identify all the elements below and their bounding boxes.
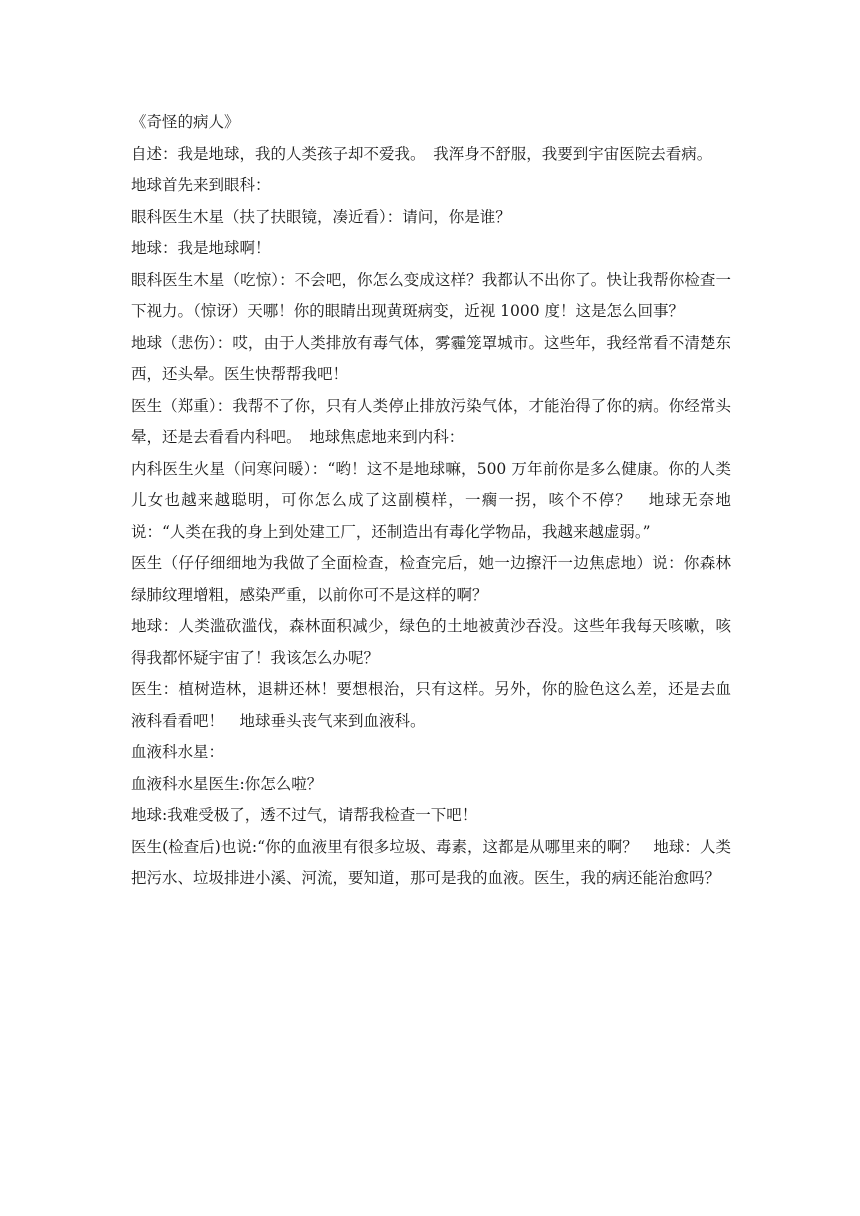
- document-body: [131, 107, 731, 895]
- paragraph: 医生(检查后)也说:“你的血液里有很多垃圾、毒素，这都是从哪里来的啊？ 地球：人类把污水、垃圾排进小溪、河流，要知道，那可是我的血液。医生，我的病还能治愈吗？: [131, 837, 731, 887]
- paragraph: 医生（仔仔细细地为我做了全面检查，检查完后，她一边擦汗一边焦虑地）说：你森林绿肺纹理增粗，感染严重，以前你可不是这样的啊？: [131, 554, 731, 604]
- paragraph: 地球:我难受极了，透不过气，请帮我检查一下吧！: [131, 806, 478, 824]
- paragraph: 地球（悲伤）：哎，由于人类排放有毒气体，雾霾笼罩城市。这些年，我经常看不清楚东西，还头晕。医生快帮帮我吧！: [131, 333, 731, 383]
- paragraph: 自述：我是地球，我的人类孩子却不爱我。 我浑身不舒服，我要到宇宙医院去看病。: [131, 144, 713, 163]
- paragraph: 地球：我是地球啊！: [131, 239, 271, 257]
- paragraph: 血液科水星：: [131, 743, 225, 761]
- paragraph: 地球：人类滥砍滥伐，森林面积减少，绿色的土地被黄沙吞没。这些年我每天咳嗽，咳得我都怀疑宇宙了！我该怎么办呢？: [131, 617, 731, 667]
- paragraph: 内科医生火星（问寒问暖）：“哟！这不是地球嘛，500 万年前你是多么健康。你的人类儿女也越来越聪明，可你怎么成了这副模样，一瘸一拐，咳个不停？ 地球无奈地说：“人类在我的身上到处建工厂，还制造出有毒化学物品，我越来越虚弱。”: [131, 459, 731, 541]
- paragraph: 医生（郑重）：我帮不了你，只有人类停止排放污染气体，才能治得了你的病。你经常头晕，还是去看看内科吧。 地球焦虑地来到内科：: [131, 396, 731, 446]
- paragraph: 眼科医生木星（吃惊）：不会吧，你怎么变成这样？我都认不出你了。快让我帮你检查一下视力。（惊讶）天哪！你的眼睛出现黄斑病变，近视 1000 度！这是怎么回事？: [131, 270, 731, 320]
- paragraph: 医生：植树造林，退耕还林！要想根治，只有这样。另外，你的脸色这么差，还是去血液科看看吧！ 地球垂头丧气来到血液科。: [131, 680, 731, 730]
- paragraph: 血液科水星医生:你怎么啦？: [131, 774, 323, 793]
- paragraph: 地球首先来到眼科：: [131, 176, 271, 194]
- paragraph: 眼科医生木星（扶了扶眼镜，凑近看）：请问，你是谁？: [131, 207, 511, 226]
- document-title: 《奇怪的病人》: [131, 113, 240, 131]
